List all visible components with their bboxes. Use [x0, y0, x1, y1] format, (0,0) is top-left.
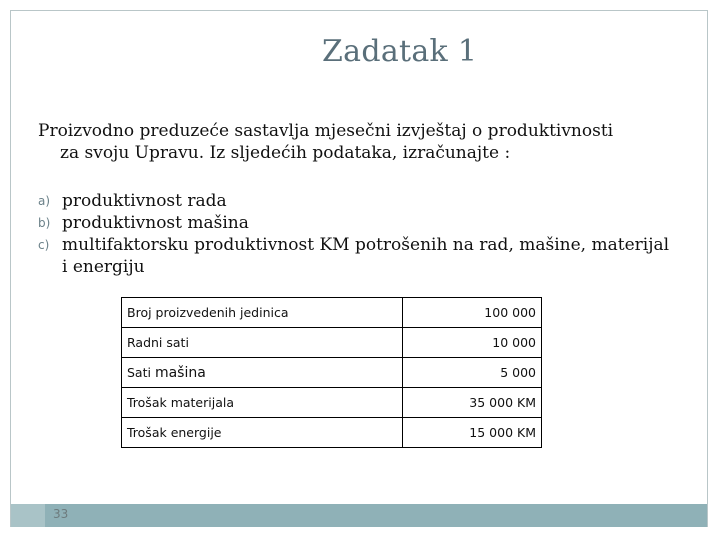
task-text-b: produktivnost mašina: [62, 213, 249, 233]
slide-title: Zadatak 1: [322, 34, 478, 69]
intro-line-2: za svoju Upravu. Iz sljedećih podataka, izračunajte :: [60, 143, 511, 163]
table-row: [122, 298, 542, 328]
intro-paragraph: [38, 120, 688, 164]
task-item-a: [38, 190, 678, 212]
task-list: [38, 190, 678, 278]
table-row: [122, 388, 542, 418]
table-row: [122, 358, 542, 388]
task-marker-a: a): [38, 194, 51, 208]
table-cell-value: 5 000: [403, 358, 542, 388]
task-item-b: [38, 212, 678, 234]
data-table: [121, 297, 542, 448]
slide-number: 33: [53, 507, 69, 521]
table-cell-label: Radni sati: [122, 328, 403, 358]
table-cell-value: 15 000 KM: [403, 418, 542, 448]
table-cell-value: 10 000: [403, 328, 542, 358]
table-cell-value: 100 000: [403, 298, 542, 328]
table-cell-value: 35 000 KM: [403, 388, 542, 418]
intro-line-1: Proizvodno preduzeće sastavlja mjesečni izvještaj o produktivnosti: [38, 121, 614, 141]
task-text-c: multifaktorsku produktivnost KM potrošenih na rad, mašine, materijal i energiju: [62, 235, 670, 277]
table-label-word: mašina: [154, 364, 206, 381]
table-row: [122, 328, 542, 358]
table-cell-label: Trošak energije: [122, 418, 403, 448]
table-cell-label: [122, 358, 403, 388]
table-cell-label: Trošak materijala: [122, 388, 403, 418]
task-item-c: [38, 234, 678, 278]
table-cell-label: Broj proizvedenih jedinica: [122, 298, 403, 328]
footer-bar-accent: [11, 504, 45, 527]
task-text-a: produktivnost rada: [62, 191, 227, 211]
task-marker-c: c): [38, 238, 50, 252]
table-row: [122, 418, 542, 448]
table-label-prefix: Sati: [127, 364, 155, 380]
footer-bar: [11, 504, 707, 527]
task-marker-b: b): [38, 216, 51, 230]
